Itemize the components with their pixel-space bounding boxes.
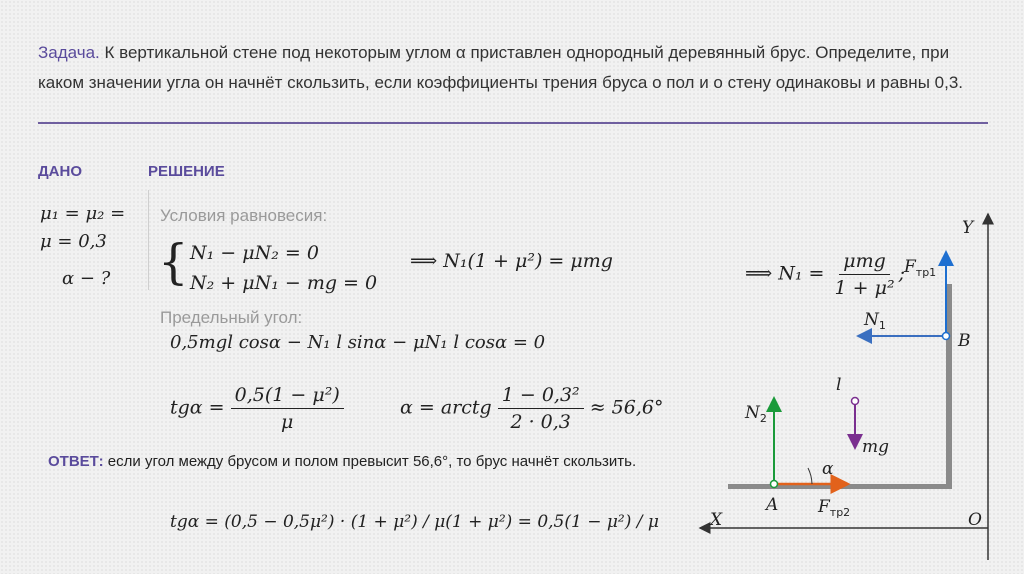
eq-system-1: N₁ − μN₂ = 0	[190, 242, 319, 264]
force-ftr1-label	[903, 257, 936, 279]
angle-arc	[808, 468, 812, 484]
point-b-label: B	[958, 331, 971, 351]
point-a-label: A	[766, 495, 779, 515]
eq-system-2: N₂ + μN₁ − mg = 0	[190, 272, 378, 294]
eq-final-num: 1 − 0,3²	[498, 384, 584, 409]
eq-n1-right-prefix: ⟹ N₁ =	[745, 262, 825, 285]
eq-moment: 0,5mgl cosα − N₁ l sinα − μN₁ l cosα = 0	[170, 332, 546, 353]
task-text: К вертикальной стене под некоторым углом α приставлен однородный деревянный брус. Определите, при каком значении угла он начнёт скользить, если коэффициенты трения бруса о пол и о стену одинаковы и равны 0,3.	[38, 43, 963, 92]
force-ftr2-sub: тр2	[829, 506, 851, 519]
answer-label: ОТВЕТ:	[48, 453, 104, 470]
force-ftr1-symbol: F	[904, 257, 916, 277]
point-a-dot	[771, 481, 778, 488]
task-label: Задача.	[38, 43, 100, 62]
given-values: μ₁ = μ₂ = μ = 0,3	[40, 203, 126, 252]
equilibrium-label: Условия равновесия:	[160, 206, 328, 225]
eq-final-prefix: α = arctg	[400, 396, 492, 419]
system-brace: {	[158, 234, 189, 290]
eq-tg-den: μ	[281, 411, 294, 433]
eq-final-den: 2 · 0,3	[510, 411, 571, 433]
given-unknown: α − ?	[62, 268, 111, 289]
force-n1-symbol: N	[864, 310, 879, 330]
force-mg-label: mg	[862, 437, 890, 457]
point-b-dot	[943, 333, 950, 340]
axis-x-label: X	[710, 510, 723, 530]
eq-tg-num: 0,5(1 − μ²)	[231, 384, 344, 409]
force-n1-sub: 1	[878, 319, 886, 332]
force-n2-symbol: N	[745, 403, 760, 423]
eq-tg-lhs: tgα =	[170, 396, 225, 419]
origin-label: O	[968, 510, 982, 530]
eq-final-result: ≈ 56,6°	[589, 396, 664, 419]
force-ftr2-label	[817, 497, 850, 519]
force-n2-label	[744, 403, 767, 425]
eq-bottom: tgα = (0,5 − 0,5μ²) · (1 + μ²) / μ(1 + μ²) = 0,5(1 − μ²) / μ	[170, 512, 659, 532]
answer-text: если угол между брусом и полом превысит 56,6°, то брус начнёт скользить.	[103, 453, 637, 470]
length-label: l	[836, 375, 842, 395]
angle-label: α	[822, 459, 834, 479]
given-header: ДАНО	[38, 163, 83, 180]
eq-n1-left: ⟹ N₁(1 + μ²) = μmg	[410, 250, 613, 272]
eq-n1-den: 1 + μ²	[834, 277, 895, 299]
eq-n1-num: μmg	[839, 250, 890, 275]
eq-n1-right: ⟹ N₁ = $\frac{\text{μmg}}{\text{1 + μ²}}$ ;	[745, 250, 905, 299]
force-n1-label	[863, 310, 886, 332]
axis-y-label: Y	[962, 218, 974, 238]
center-of-mass-dot	[852, 398, 859, 405]
solution-header: РЕШЕНИЕ	[148, 163, 225, 180]
force-ftr1-sub: тр1	[915, 266, 937, 279]
force-ftr2-symbol: F	[818, 497, 830, 517]
force-n2-sub: 2	[759, 412, 767, 425]
limit-angle-label: Предельный угол:	[160, 308, 303, 327]
